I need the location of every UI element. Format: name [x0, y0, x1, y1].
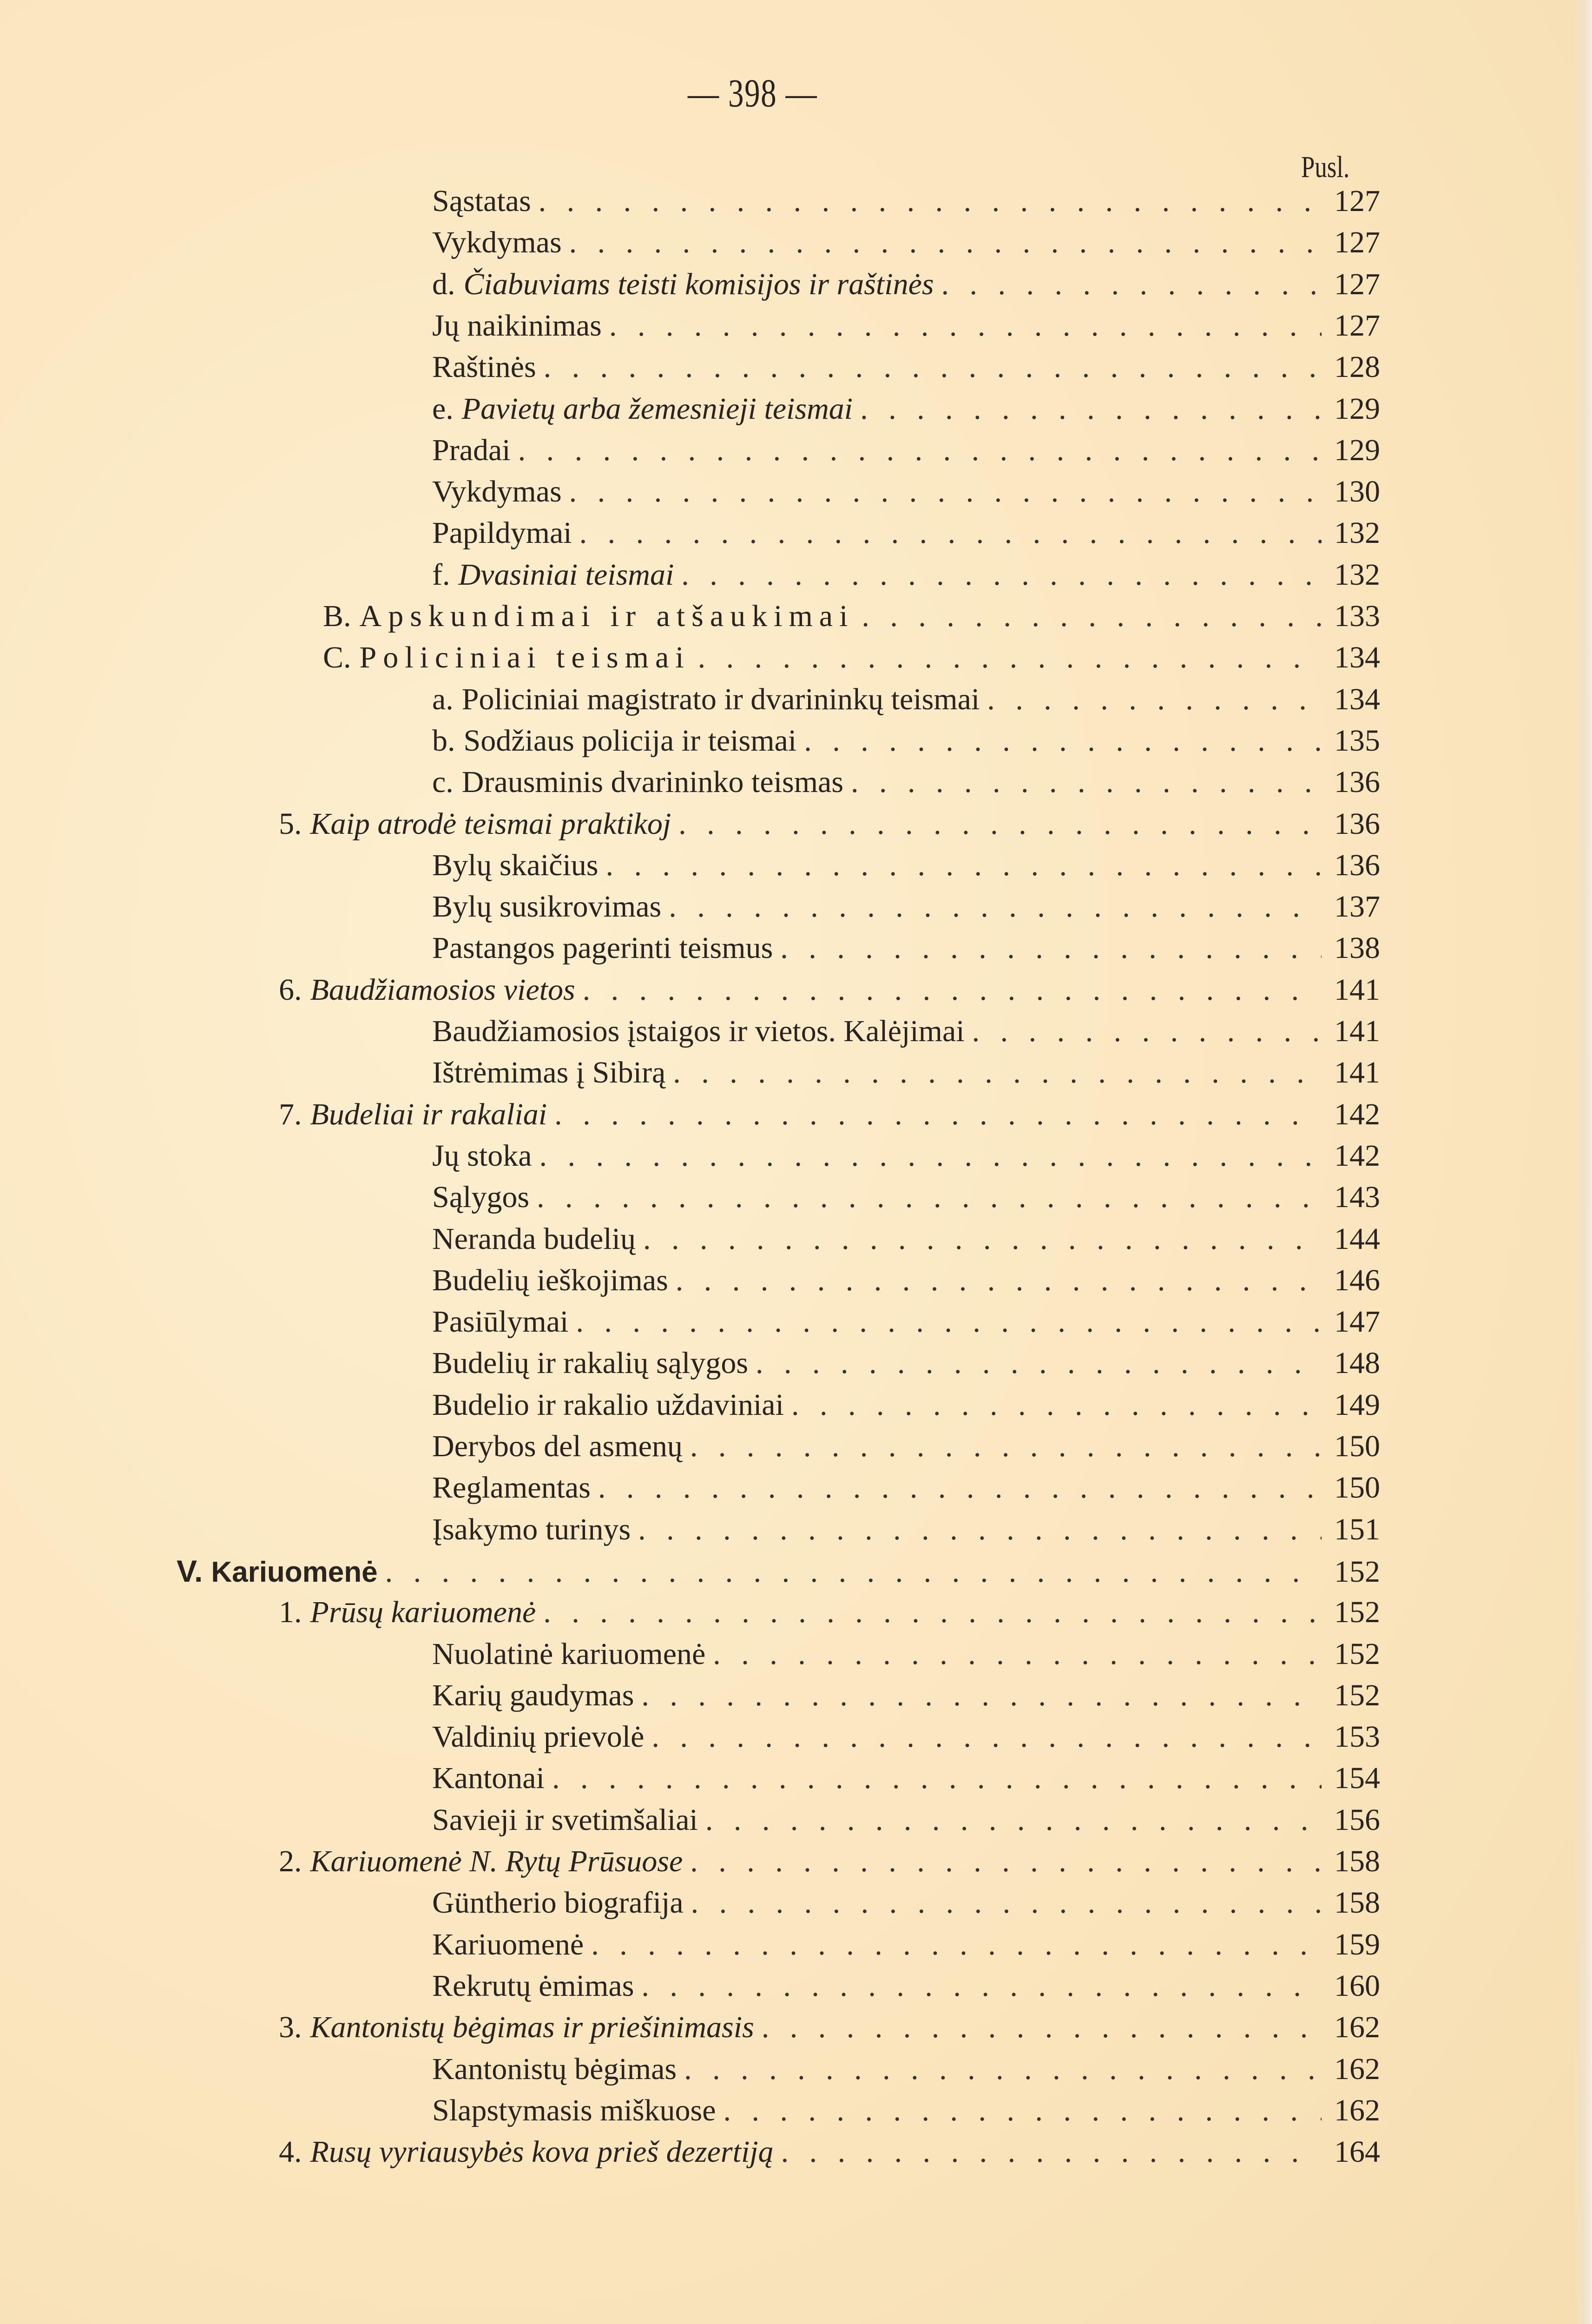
- toc-entry: [432, 2052, 1380, 2093]
- toc-entry-page: 162: [1334, 2010, 1380, 2045]
- toc-entry-page: 144: [1334, 1221, 1380, 1256]
- toc-entry-page: 134: [1334, 682, 1380, 716]
- dot-leader: [591, 1927, 1322, 1962]
- toc-entry: [432, 308, 1380, 350]
- toc-entry-title: Bylų skaičius: [432, 848, 599, 882]
- toc-entry-title: Sodžiaus policija ir teismai: [463, 723, 797, 758]
- toc-entry-title: Kantonistų bėgimas: [432, 2052, 677, 2086]
- toc-entry-number: 7.: [279, 1097, 302, 1131]
- page-column-header: Pusl.: [1301, 150, 1350, 184]
- dot-leader: [552, 1761, 1322, 1796]
- dot-leader: [543, 1595, 1322, 1630]
- toc-entry-title: Karių gaudymas: [432, 1678, 634, 1712]
- toc-entry-title: Budelių ir rakalių sąlygos: [432, 1346, 749, 1380]
- toc-entry-title: Pradai: [432, 433, 511, 467]
- toc-entry-page: 133: [1334, 599, 1380, 633]
- toc-entry-page: 152: [1334, 1637, 1380, 1671]
- toc-entry-title: Baudžiamosios įstaigos ir vietos. Kalėjimai: [432, 1014, 965, 1048]
- dot-leader: [569, 225, 1322, 260]
- toc-entry: [432, 557, 1380, 599]
- toc-entry-page: 149: [1334, 1387, 1380, 1422]
- toc-entry: [432, 1014, 1380, 1055]
- toc-entry-page: 130: [1334, 475, 1380, 509]
- dot-leader: [385, 1554, 1322, 1590]
- toc-entry-page: 134: [1334, 640, 1380, 675]
- toc-entry-page: 141: [1334, 1056, 1380, 1090]
- toc-entry: [279, 1844, 1380, 1885]
- dot-leader: [705, 1802, 1322, 1838]
- toc-entry: [432, 1138, 1380, 1180]
- toc-entry-page: 132: [1334, 516, 1380, 550]
- toc-entry: [279, 972, 1380, 1014]
- dot-leader: [678, 806, 1322, 842]
- toc-entry-title: Kariuomenė: [211, 1556, 378, 1588]
- toc-entry-page: 152: [1334, 1554, 1380, 1589]
- toc-entry-title: Rusų vyriausybės kova prieš dezertiją: [310, 2135, 774, 2169]
- dot-leader: [638, 1512, 1322, 1547]
- toc-entry: [432, 1927, 1380, 1968]
- toc-entry-title: Vykdymas: [432, 225, 562, 260]
- dot-leader: [724, 2093, 1322, 2128]
- toc-entry: [323, 599, 1380, 640]
- toc-entry-page: 158: [1334, 1844, 1380, 1878]
- toc-entry-page: 152: [1334, 1595, 1380, 1630]
- toc-entry-title: Budelių ieškojimas: [432, 1263, 668, 1297]
- toc-entry-title: Jų naikinimas: [432, 308, 602, 343]
- toc-entry-title: Pastangos pagerinti teismus: [432, 931, 773, 965]
- toc-entry-page: 160: [1334, 1968, 1380, 2003]
- dot-leader: [609, 308, 1322, 343]
- toc-entry-title: Budeliai ir rakaliai: [310, 1097, 547, 1131]
- dot-leader: [781, 2134, 1322, 2170]
- dot-leader: [860, 391, 1322, 427]
- toc-entry-title: Papildymai: [432, 516, 572, 550]
- dot-leader: [539, 184, 1322, 219]
- toc-entry-page: 143: [1334, 1180, 1380, 1215]
- toc-entry-title: Kaip atrodė teismai praktikoj: [310, 806, 671, 841]
- dot-leader: [539, 1138, 1322, 1174]
- toc-entry: [432, 931, 1380, 972]
- toc-entry-page: 127: [1334, 267, 1380, 301]
- toc-entry-page: 164: [1334, 2135, 1380, 2169]
- dot-leader: [643, 1221, 1322, 1257]
- toc-entry: [432, 2093, 1380, 2134]
- toc-entry: [432, 1387, 1380, 1429]
- dot-leader: [641, 1968, 1322, 2004]
- toc-entry-title: Güntherio biografija: [432, 1886, 684, 1920]
- toc-entry-number: b.: [432, 723, 455, 758]
- toc-entry: [432, 1470, 1380, 1512]
- toc-entry: [432, 1637, 1380, 1678]
- toc-entry-page: 127: [1334, 184, 1380, 218]
- toc-entry-number: 1.: [279, 1595, 302, 1630]
- dot-leader: [684, 2052, 1322, 2087]
- toc-entry-page: 152: [1334, 1678, 1380, 1712]
- toc-entry-page: 135: [1334, 723, 1380, 758]
- toc-entry-page: 148: [1334, 1346, 1380, 1380]
- toc-entry: [279, 2010, 1380, 2051]
- toc-entry-number: c.: [432, 765, 454, 799]
- toc-entry-page: 132: [1334, 557, 1380, 592]
- dot-leader: [681, 557, 1322, 593]
- toc-entry: [432, 1968, 1380, 2010]
- toc-entry-page: 142: [1334, 1138, 1380, 1173]
- toc-entry-title: Prūsų kariuomenė: [310, 1595, 536, 1630]
- dot-leader: [851, 765, 1322, 800]
- toc-entry: [432, 1512, 1380, 1553]
- dot-leader: [791, 1387, 1322, 1423]
- dot-leader: [554, 1097, 1322, 1132]
- dot-leader: [606, 848, 1322, 883]
- dot-leader: [987, 682, 1322, 717]
- toc-entry-title: Sąlygos: [432, 1180, 530, 1215]
- dot-leader: [651, 1719, 1322, 1755]
- toc-entry-number: a.: [432, 682, 454, 716]
- toc-entry-title: Raštinės: [432, 350, 536, 384]
- toc-entry-title: Ištrėmimas į Sibirą: [432, 1056, 666, 1090]
- toc-entry: [432, 1263, 1380, 1304]
- dot-leader: [576, 1304, 1322, 1340]
- toc-entry: [432, 1346, 1380, 1387]
- dot-leader: [569, 474, 1322, 509]
- toc-entry-title: Valdinių prievolė: [432, 1720, 645, 1754]
- toc-entry-title: Drausminis dvarininko teismas: [461, 765, 844, 799]
- dot-leader: [713, 1637, 1322, 1672]
- toc-entry: [432, 225, 1380, 266]
- toc-entry: [432, 474, 1380, 515]
- dot-leader: [690, 1844, 1322, 1879]
- toc-entry: [432, 1180, 1380, 1221]
- toc-entry-page: 150: [1334, 1429, 1380, 1463]
- toc-entry-number: B.: [323, 599, 351, 633]
- toc-entry-title: Bylų susikrovimas: [432, 890, 662, 924]
- dot-leader: [804, 723, 1322, 759]
- toc-entry: [432, 1304, 1380, 1346]
- toc-entry-page: 137: [1334, 890, 1380, 924]
- toc-entry-page: 141: [1334, 972, 1380, 1007]
- toc-entry-page: 136: [1334, 848, 1380, 882]
- toc-entry: [432, 1678, 1380, 1719]
- toc-entry: [432, 1221, 1380, 1263]
- toc-entry: [279, 2134, 1380, 2176]
- toc-entry-page: 136: [1334, 765, 1380, 799]
- dot-leader: [583, 972, 1322, 1008]
- dot-leader: [598, 1470, 1322, 1505]
- toc-entry: [279, 806, 1380, 848]
- toc-entry-page: 129: [1334, 433, 1380, 467]
- toc-entry-title: Budelio ir rakalio uždaviniai: [432, 1387, 784, 1422]
- dot-leader: [756, 1346, 1322, 1381]
- toc-entry-number: f.: [432, 557, 450, 592]
- toc-entry-number: C.: [323, 640, 351, 675]
- toc-entry-page: 162: [1334, 2093, 1380, 2127]
- toc-entry-title: Baudžiamosios vietos: [310, 972, 575, 1007]
- dot-leader: [676, 1263, 1322, 1298]
- toc-entry: [432, 1761, 1380, 1802]
- toc-entry-page: 159: [1334, 1927, 1380, 1961]
- dot-leader: [862, 599, 1322, 634]
- dot-leader: [669, 889, 1322, 924]
- toc-entry-page: 156: [1334, 1802, 1380, 1837]
- toc-entry: [432, 391, 1380, 433]
- toc-entry-title: Policiniai magistrato ir dvarininkų teismai: [461, 682, 980, 716]
- toc-entry-number: 4.: [279, 2135, 302, 2169]
- toc-entry-title: Čiabuviams teisti komisijos ir raštinės: [463, 267, 934, 301]
- toc-entry: [432, 1885, 1380, 1927]
- page-edge: [1573, 0, 1592, 2324]
- toc-entry-title: Sąstatas: [432, 184, 531, 218]
- toc-entry: [177, 1553, 1380, 1595]
- toc-entry-title: Policiniai teismai: [359, 640, 691, 675]
- toc-entry: [432, 682, 1380, 723]
- toc-entry: [279, 1097, 1380, 1138]
- toc-entry-title: Kariuomenė N. Rytų Prūsuose: [310, 1844, 683, 1878]
- toc-entry-title: Pavietų arba žemesnieji teismai: [461, 391, 853, 426]
- dot-leader: [641, 1678, 1322, 1713]
- toc-entry-page: 129: [1334, 391, 1380, 426]
- toc-entry: [432, 1719, 1380, 1761]
- toc-entry: [432, 267, 1380, 308]
- toc-entry-page: 153: [1334, 1720, 1380, 1754]
- toc-entry-title: Rekrutų ėmimas: [432, 1968, 634, 2003]
- toc-entry: [432, 1055, 1380, 1096]
- toc-entry-title: Reglamentas: [432, 1471, 591, 1505]
- toc-entry-number: d.: [432, 267, 455, 301]
- toc-entry-title: Kantonistų bėgimas ir priešinimasis: [310, 2010, 754, 2045]
- toc-entry-page: 142: [1334, 1097, 1380, 1131]
- toc-entry-number: 6.: [279, 972, 302, 1007]
- toc-entry-page: 127: [1334, 225, 1380, 260]
- toc-entry-title: Savieji ir svetimšaliai: [432, 1802, 698, 1837]
- toc-entry-page: 154: [1334, 1761, 1380, 1796]
- toc-entry-title: Dvasiniai teismai: [458, 557, 674, 592]
- toc-entry: [432, 848, 1380, 889]
- toc-entry: [432, 723, 1380, 765]
- toc-entry-page: 162: [1334, 2052, 1380, 2086]
- dot-leader: [780, 931, 1322, 966]
- toc-entry-title: Neranda budelių: [432, 1221, 636, 1256]
- toc-entry-title: Pasiūlymai: [432, 1305, 569, 1339]
- dot-leader: [518, 433, 1322, 468]
- toc-entry-page: 128: [1334, 350, 1380, 384]
- dot-leader: [972, 1014, 1322, 1049]
- toc-entry-title: Vykdymas: [432, 475, 562, 509]
- dot-leader: [537, 1180, 1322, 1215]
- toc-entry-page: 146: [1334, 1263, 1380, 1297]
- dot-leader: [544, 350, 1322, 385]
- toc-entry-title: Derybos del asmenų: [432, 1429, 683, 1463]
- toc-entry: [432, 433, 1380, 474]
- toc-entry-page: 147: [1334, 1305, 1380, 1339]
- toc-entry-page: 127: [1334, 308, 1380, 343]
- page-number: — 398 —: [688, 71, 818, 115]
- toc-entry-number: 5.: [279, 806, 302, 841]
- dot-leader: [673, 1055, 1322, 1090]
- toc-entry-title: Kariuomenė: [432, 1927, 584, 1961]
- toc-entry-page: 136: [1334, 806, 1380, 841]
- toc-entry-number: 2.: [279, 1844, 302, 1878]
- toc-entry-page: 151: [1334, 1512, 1380, 1546]
- toc-entry-page: 141: [1334, 1014, 1380, 1048]
- toc-entry: [432, 515, 1380, 557]
- toc-entry-title: Kantonai: [432, 1761, 545, 1796]
- toc-entry-page: 158: [1334, 1886, 1380, 1920]
- toc-entry-title: Apskundimai ir atšaukimai: [359, 599, 855, 633]
- toc-entry: [323, 640, 1380, 681]
- toc-entry: [432, 765, 1380, 806]
- dot-leader: [690, 1429, 1322, 1464]
- toc-entry: [279, 1595, 1380, 1636]
- toc-entry-title: Nuolatinė kariuomenė: [432, 1637, 706, 1671]
- toc-entry: [432, 350, 1380, 391]
- dot-leader: [762, 2010, 1322, 2045]
- toc-entry-number: 3.: [279, 2010, 302, 2045]
- toc-entry-number: e.: [432, 391, 454, 426]
- toc-entry: [432, 1429, 1380, 1470]
- toc-entry-number: V.: [177, 1553, 203, 1588]
- toc-entry: [432, 889, 1380, 931]
- toc-entry-page: 138: [1334, 931, 1380, 965]
- dot-leader: [579, 515, 1322, 551]
- dot-leader: [941, 267, 1322, 302]
- toc-entry-page: 150: [1334, 1471, 1380, 1505]
- dot-leader: [698, 640, 1322, 675]
- toc-entry-title: Įsakymo turinys: [432, 1512, 631, 1546]
- toc-entry: [432, 184, 1380, 225]
- toc-entry-title: Jų stoka: [432, 1138, 532, 1173]
- toc-entry: [432, 1802, 1380, 1844]
- dot-leader: [691, 1885, 1322, 1921]
- toc-entry-title: Slapstymasis miškuose: [432, 2093, 716, 2127]
